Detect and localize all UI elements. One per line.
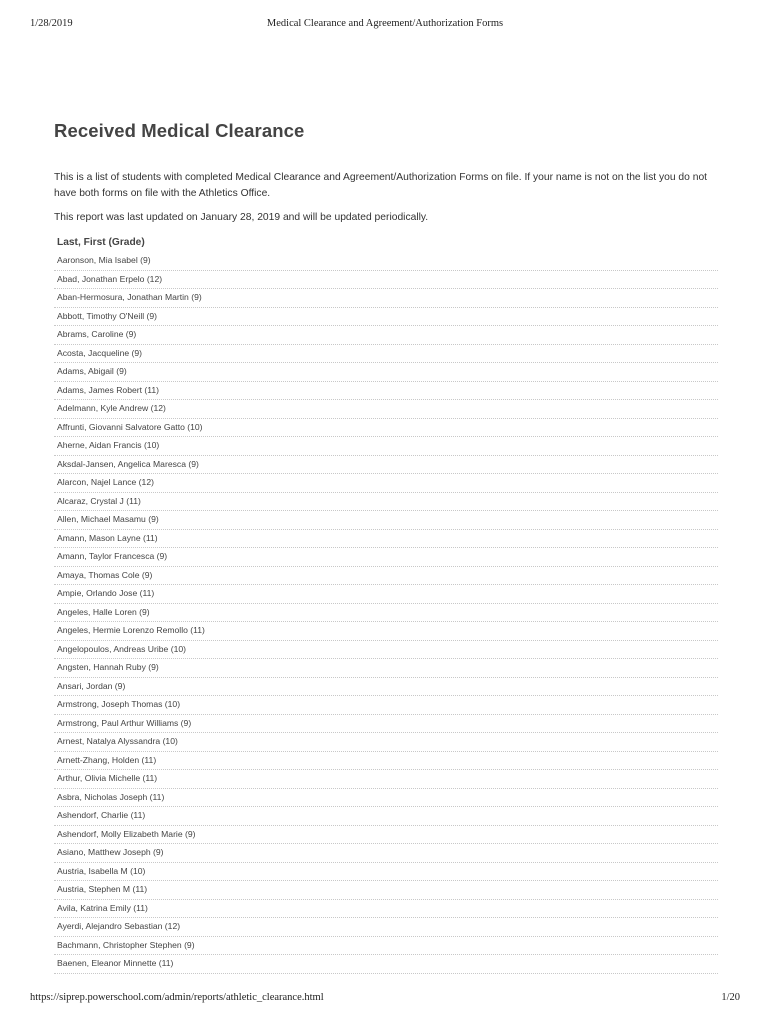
student-row: Angeles, Halle Loren (9) bbox=[54, 604, 718, 623]
student-row: Aaronson, Mia Isabel (9) bbox=[54, 252, 718, 271]
report-content bbox=[54, 120, 718, 974]
student-row: Ashendorf, Charlie (11) bbox=[54, 807, 718, 826]
student-row: Aherne, Aidan Francis (10) bbox=[54, 437, 718, 456]
student-row: Ansari, Jordan (9) bbox=[54, 678, 718, 697]
list-column-header: Last, First (Grade) bbox=[57, 237, 145, 248]
student-row: Austria, Isabella M (10) bbox=[54, 863, 718, 882]
student-row: Alcaraz, Crystal J (11) bbox=[54, 493, 718, 512]
student-row: Adams, James Robert (11) bbox=[54, 382, 718, 401]
student-row: Angeles, Hermie Lorenzo Remollo (11) bbox=[54, 622, 718, 641]
student-row: Ayerdi, Alejandro Sebastian (12) bbox=[54, 918, 718, 937]
student-row: Aban-Hermosura, Jonathan Martin (9) bbox=[54, 289, 718, 308]
student-row: Arthur, Olivia Michelle (11) bbox=[54, 770, 718, 789]
student-row: Adams, Abigail (9) bbox=[54, 363, 718, 382]
last-updated-text: This report was last updated on January 28, 2019 and will be updated periodically. bbox=[54, 212, 429, 223]
student-row: Angelopoulos, Andreas Uribe (10) bbox=[54, 641, 718, 660]
student-row: Baenen, Eleanor Minnette (11) bbox=[54, 955, 718, 974]
print-page-number: 1/20 bbox=[721, 992, 740, 1003]
student-row: Angsten, Hannah Ruby (9) bbox=[54, 659, 718, 678]
print-footer bbox=[30, 992, 740, 1008]
student-row: Adelmann, Kyle Andrew (12) bbox=[54, 400, 718, 419]
student-row: Abrams, Caroline (9) bbox=[54, 326, 718, 345]
student-row: Asbra, Nicholas Joseph (11) bbox=[54, 789, 718, 808]
student-row: Abad, Jonathan Erpelo (12) bbox=[54, 271, 718, 290]
page-title: Received Medical Clearance bbox=[54, 120, 305, 141]
student-row: Arnest, Natalya Alyssandra (10) bbox=[54, 733, 718, 752]
student-row: Asiano, Matthew Joseph (9) bbox=[54, 844, 718, 863]
student-row: Acosta, Jacqueline (9) bbox=[54, 345, 718, 364]
student-row: Armstrong, Paul Arthur Williams (9) bbox=[54, 715, 718, 734]
student-row: Amaya, Thomas Cole (9) bbox=[54, 567, 718, 586]
print-date: 1/28/2019 bbox=[30, 18, 73, 29]
student-row: Abbott, Timothy O'Neill (9) bbox=[54, 308, 718, 327]
student-row: Arnett-Zhang, Holden (11) bbox=[54, 752, 718, 771]
student-row: Amann, Taylor Francesca (9) bbox=[54, 548, 718, 567]
student-row: Armstrong, Joseph Thomas (10) bbox=[54, 696, 718, 715]
student-row: Alarcon, Najel Lance (12) bbox=[54, 474, 718, 493]
student-row: Bachmann, Christopher Stephen (9) bbox=[54, 937, 718, 956]
print-document-title: Medical Clearance and Agreement/Authorization Forms bbox=[266, 18, 504, 29]
student-row: Ampie, Orlando Jose (11) bbox=[54, 585, 718, 604]
student-row: Ashendorf, Molly Elizabeth Marie (9) bbox=[54, 826, 718, 845]
student-row: Austria, Stephen M (11) bbox=[54, 881, 718, 900]
student-row: Aksdal-Jansen, Angelica Maresca (9) bbox=[54, 456, 718, 475]
print-header bbox=[30, 18, 740, 34]
print-url: https://siprep.powerschool.com/admin/reports/athletic_clearance.html bbox=[30, 992, 324, 1003]
student-row: Affrunti, Giovanni Salvatore Gatto (10) bbox=[54, 419, 718, 438]
student-row: Amann, Mason Layne (11) bbox=[54, 530, 718, 549]
student-row: Avila, Katrina Emily (11) bbox=[54, 900, 718, 919]
student-list bbox=[54, 252, 718, 974]
intro-text: This is a list of students with completed Medical Clearance and Agreement/Authorization Forms on file. If your name is not on the list you do not have both forms on file with the Athletics Office. bbox=[54, 172, 708, 199]
student-row: Allen, Michael Masamu (9) bbox=[54, 511, 718, 530]
